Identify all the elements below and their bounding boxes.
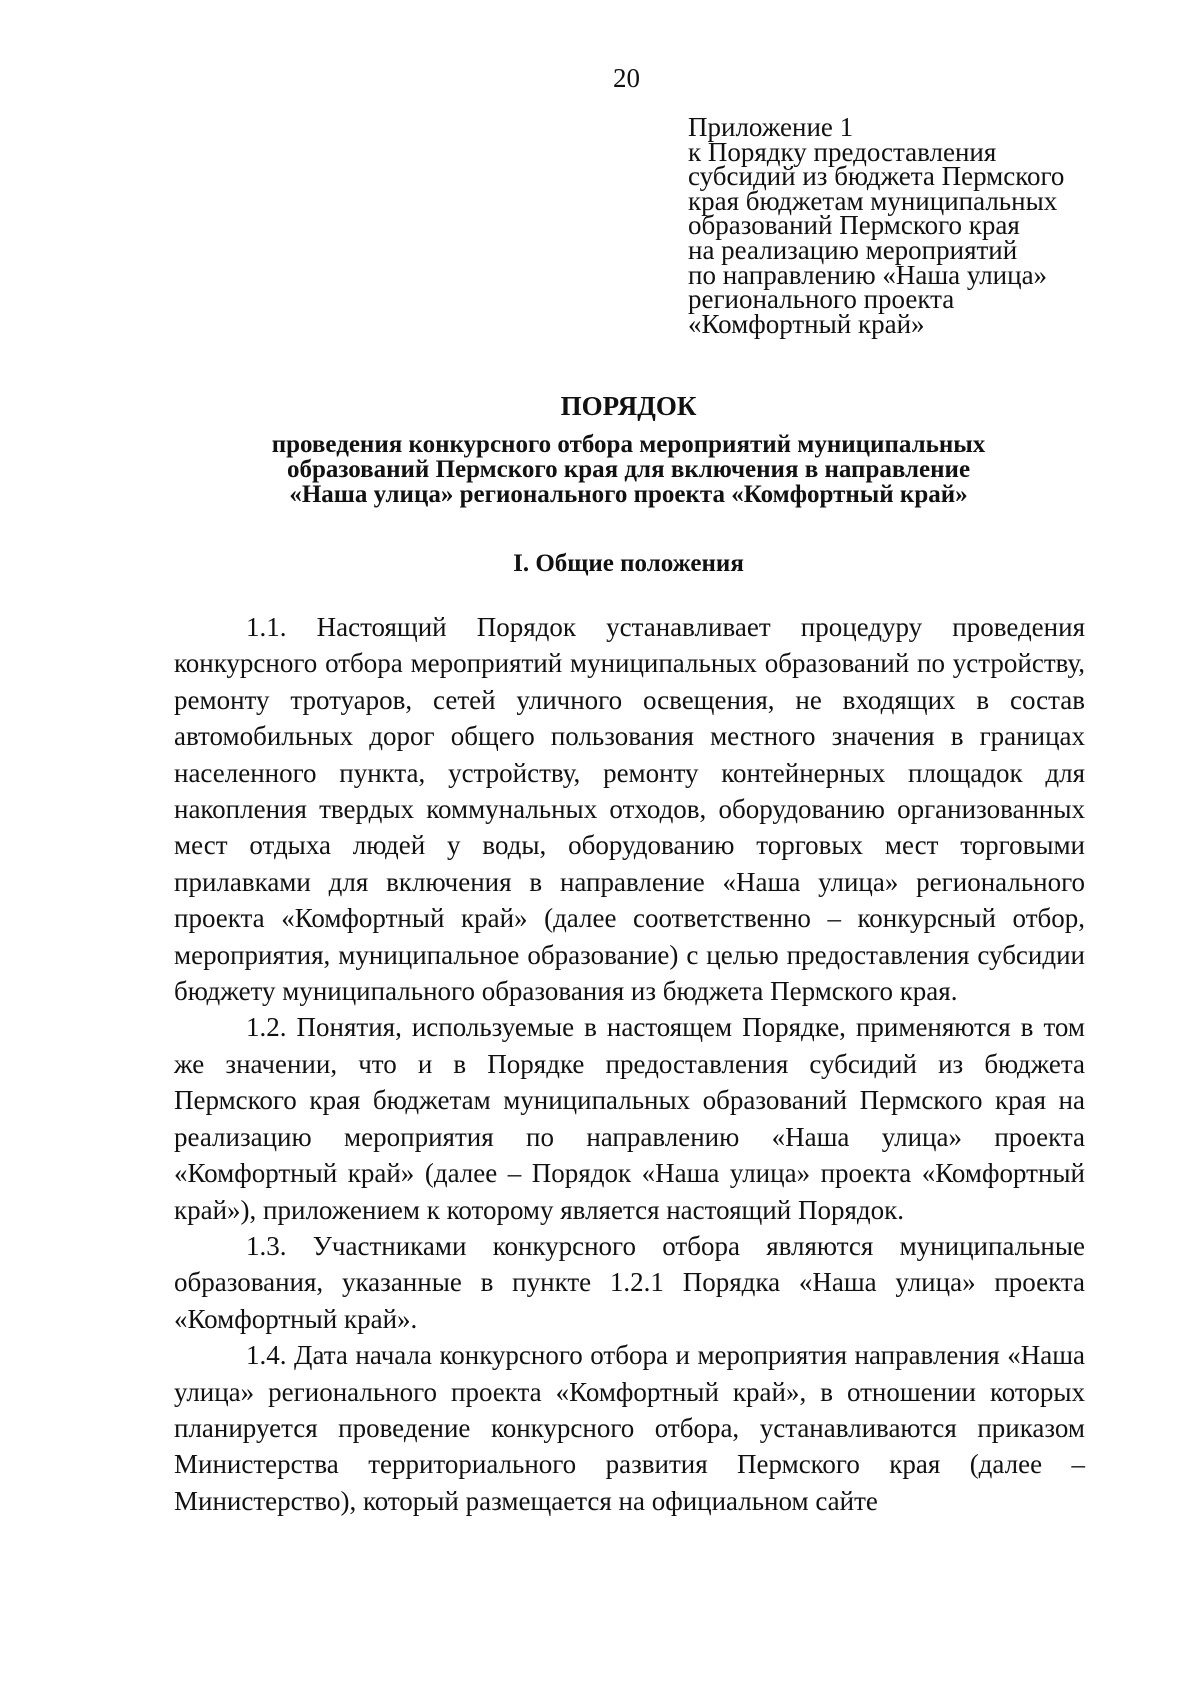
subtitle-line: «Наша улица» регионального проекта «Комфортный край»	[289, 481, 968, 508]
body-text	[174, 609, 1085, 1519]
section-heading: I. Общие положения	[513, 550, 744, 577]
appendix-note	[688, 112, 1148, 339]
paragraph-1-2: 1.2. Понятия, используемые в настоящем Порядке, применяются в том же значении, что и в Порядке предоставления субсидий из бюджета Пермского края бюджетам муниципальных образований Пермского края на реализацию мероприятия по направлению «Наша улица» проекта «Комфортный край» (далее – Порядок «Наша улица» проекта «Комфортный край»), приложением к которому является настоящий Порядок.	[174, 1012, 1085, 1225]
paragraph-1-1: 1.1. Настоящий Порядок устанавливает процедуру проведения конкурсного отбора мероприятий муниципальных образований по устройству, ремонту тротуаров, сетей уличного освещения, не входящих в состав автомобильных дорог общего пользования местного значения в границах населенного пункта, устройству, ремонту контейнерных площадок для накопления твердых коммунальных отходов, оборудованию организованных мест отдыха людей у воды, оборудованию торговых мест торговыми прилавками для включения в направление «Наша улица» регионального проекта «Комфортный край» (далее соответственно – конкурсный отбор, мероприятия, муниципальное образование) с целью предоставления субсидии бюджету муниципального образования из бюджета Пермского края.	[174, 612, 1085, 1007]
appendix-line: субсидий из бюджета Пермского	[688, 161, 1065, 192]
appendix-line: регионального проекта	[688, 284, 955, 315]
appendix-line: к Порядку предоставления	[688, 136, 997, 167]
page-number: 20	[613, 63, 640, 93]
paragraph-1-4: 1.4. Дата начала конкурсного отбора и мероприятия направления «Наша улица» регионального проекта «Комфортный край», в отношении которых планируется проведение конкурсного отбора, устанавливаются приказом Министерства территориального развития Пермского края (далее – Министерство), который размещается на официальном сайте	[174, 1340, 1085, 1516]
appendix-line: образований Пермского края	[688, 210, 1020, 241]
appendix-line: на реализацию мероприятий	[688, 234, 1018, 265]
document-title: ПОРЯДОК	[560, 391, 697, 421]
appendix-line: «Комфортный край»	[688, 308, 925, 339]
paragraph-1-3: 1.3. Участниками конкурсного отбора являются муниципальные образования, указанные в пункте 1.2.1 Порядка «Наша улица» проекта «Комфортный край».	[174, 1230, 1085, 1334]
appendix-line: Приложение 1	[688, 112, 854, 142]
subtitle-line: образований Пермского края для включения в направление	[286, 456, 971, 483]
appendix-line: края бюджетам муниципальных	[688, 185, 1058, 216]
appendix-line: по направлению «Наша улица»	[688, 259, 1048, 290]
document-subtitle	[0, 432, 1200, 507]
subtitle-line: проведения конкурсного отбора мероприятий муниципальных	[271, 431, 986, 458]
